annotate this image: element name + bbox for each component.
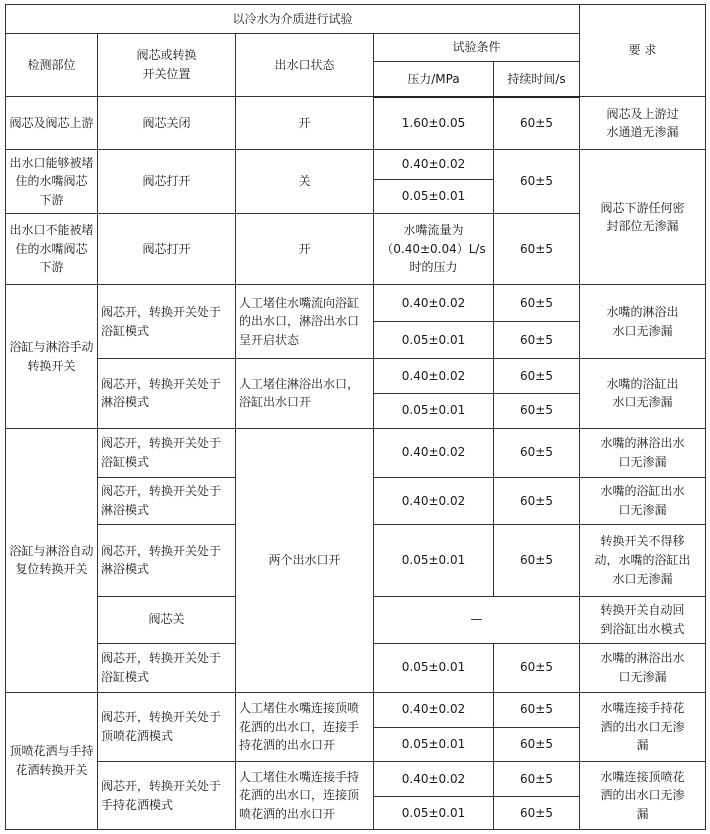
valve-position-cell: 阀芯开，转换开关处于 浴缸模式 bbox=[98, 428, 236, 477]
header-location: 检测部位 bbox=[6, 33, 98, 96]
header-pressure: 压力/MPa bbox=[374, 62, 494, 97]
pressure-cell: 0.40±0.02 bbox=[374, 762, 494, 797]
pressure-cell: 水嘴流量为 （0.40±0.04）L/s 时的压力 bbox=[374, 213, 494, 285]
duration-cell: 60±5 bbox=[494, 524, 580, 596]
valve-position-cell: 阀芯开，转换开关处于 浴缸模式 bbox=[98, 643, 236, 692]
header-valve-position: 阀芯或转换 开关位置 bbox=[98, 33, 236, 96]
duration-cell: 60±5 bbox=[494, 643, 580, 692]
duration-cell: 60±5 bbox=[494, 428, 580, 477]
duration-cell: 60±5 bbox=[494, 762, 580, 797]
requirement-cell: 阀芯及上游过 水通道无渗漏 bbox=[580, 97, 706, 150]
location-cell: 出水口能够被堵 住的水嘴阀芯 下游 bbox=[6, 150, 98, 213]
outlet-state-cell: 开 bbox=[236, 213, 374, 285]
pressure-cell: 0.05±0.01 bbox=[374, 180, 494, 214]
duration-cell: 60±5 bbox=[494, 150, 580, 213]
duration-cell: 60±5 bbox=[494, 285, 580, 322]
duration-cell: 60±5 bbox=[494, 477, 580, 524]
outlet-state-cell: 人工堵住水嘴流向浴缸 的出水口，淋浴出水口 呈开启状态 bbox=[236, 285, 374, 359]
location-cell: 浴缸与淋浴手动 转换开关 bbox=[6, 285, 98, 428]
requirement-cell: 水嘴的淋浴出水 口无渗漏 bbox=[580, 428, 706, 477]
duration-cell: 60±5 bbox=[494, 359, 580, 394]
valve-position-cell: 阀芯开，转换开关处于 浴缸模式 bbox=[98, 285, 236, 359]
location-cell: 顶喷花洒与手持 花洒转换开关 bbox=[6, 692, 98, 829]
valve-position-cell: 阀芯打开 bbox=[98, 213, 236, 285]
test-condition-dash: — bbox=[374, 596, 580, 643]
pressure-cell: 1.60±0.05 bbox=[374, 97, 494, 150]
pressure-cell: 0.05±0.01 bbox=[374, 524, 494, 596]
header-test-conditions: 试验条件 bbox=[374, 33, 580, 62]
valve-position-cell: 阀芯关闭 bbox=[98, 97, 236, 150]
outlet-state-cell: 开 bbox=[236, 97, 374, 150]
duration-cell: 60±5 bbox=[494, 393, 580, 428]
pressure-cell: 0.05±0.01 bbox=[374, 727, 494, 762]
requirement-cell: 水嘴的淋浴出水 口无渗漏 bbox=[580, 643, 706, 692]
requirement-cell: 水嘴连接顶喷花 洒的出水口无渗 漏 bbox=[580, 762, 706, 830]
valve-position-cell: 阀芯开，转换开关处于 顶喷花洒模式 bbox=[98, 692, 236, 762]
header-outlet-state: 出水口状态 bbox=[236, 33, 374, 96]
pressure-cell: 0.05±0.01 bbox=[374, 393, 494, 428]
location-cell: 出水口不能被堵 住的水嘴阀芯 下游 bbox=[6, 213, 98, 285]
valve-position-cell: 阀芯关 bbox=[98, 596, 236, 643]
duration-cell: 60±5 bbox=[494, 797, 580, 830]
pressure-cell: 0.40±0.02 bbox=[374, 359, 494, 394]
location-cell: 浴缸与淋浴自动 复位转换开关 bbox=[6, 428, 98, 692]
pressure-cell: 0.40±0.02 bbox=[374, 692, 494, 727]
test-requirements-table bbox=[5, 4, 706, 830]
outlet-state-cell: 人工堵住淋浴出水口， 浴缸出水口开 bbox=[236, 359, 374, 429]
outlet-state-cell: 关 bbox=[236, 150, 374, 213]
valve-position-cell: 阀芯开，转换开关处于 淋浴模式 bbox=[98, 359, 236, 429]
requirement-cell: 水嘴的浴缸出 水口无渗漏 bbox=[580, 359, 706, 429]
location-cell: 阀芯及阀芯上游 bbox=[6, 97, 98, 150]
valve-position-cell: 阀芯开，转换开关处于 淋浴模式 bbox=[98, 477, 236, 524]
pressure-cell: 0.05±0.01 bbox=[374, 797, 494, 830]
header-duration: 持续时间/s bbox=[494, 62, 580, 97]
pressure-cell: 0.40±0.02 bbox=[374, 477, 494, 524]
valve-position-cell: 阀芯打开 bbox=[98, 150, 236, 213]
outlet-state-cell: 人工堵住水嘴连接手持 花洒的出水口，连接顶 喷花洒的出水口开 bbox=[236, 762, 374, 830]
pressure-cell: 0.40±0.02 bbox=[374, 285, 494, 322]
requirement-cell: 转换开关不得移 动，水嘴的浴缸出 水口无渗漏 bbox=[580, 524, 706, 596]
table-caption: 以冷水为介质进行试验 bbox=[6, 5, 580, 34]
duration-cell: 60±5 bbox=[494, 213, 580, 285]
requirement-cell: 阀芯下游任何密 封部位无渗漏 bbox=[580, 150, 706, 285]
valve-position-cell: 阀芯开，转换开关处于 手持花洒模式 bbox=[98, 762, 236, 830]
pressure-cell: 0.05±0.01 bbox=[374, 322, 494, 359]
pressure-cell: 0.40±0.02 bbox=[374, 428, 494, 477]
pressure-cell: 0.05±0.01 bbox=[374, 643, 494, 692]
header-requirement: 要 求 bbox=[580, 5, 706, 97]
valve-position-cell: 阀芯开，转换开关处于 淋浴模式 bbox=[98, 524, 236, 596]
pressure-cell: 0.40±0.02 bbox=[374, 150, 494, 180]
requirement-cell: 水嘴的浴缸出水 口无渗漏 bbox=[580, 477, 706, 524]
duration-cell: 60±5 bbox=[494, 727, 580, 762]
requirement-cell: 水嘴的淋浴出 水口无渗漏 bbox=[580, 285, 706, 359]
outlet-state-cell: 两个出水口开 bbox=[236, 428, 374, 692]
duration-cell: 60±5 bbox=[494, 322, 580, 359]
requirement-cell: 转换开关自动回 到浴缸出水模式 bbox=[580, 596, 706, 643]
duration-cell: 60±5 bbox=[494, 692, 580, 727]
outlet-state-cell: 人工堵住水嘴连接顶喷 花洒的出水口，连接手 持花洒的出水口开 bbox=[236, 692, 374, 762]
duration-cell: 60±5 bbox=[494, 97, 580, 150]
requirement-cell: 水嘴连接手持花 洒的出水口无渗 漏 bbox=[580, 692, 706, 762]
